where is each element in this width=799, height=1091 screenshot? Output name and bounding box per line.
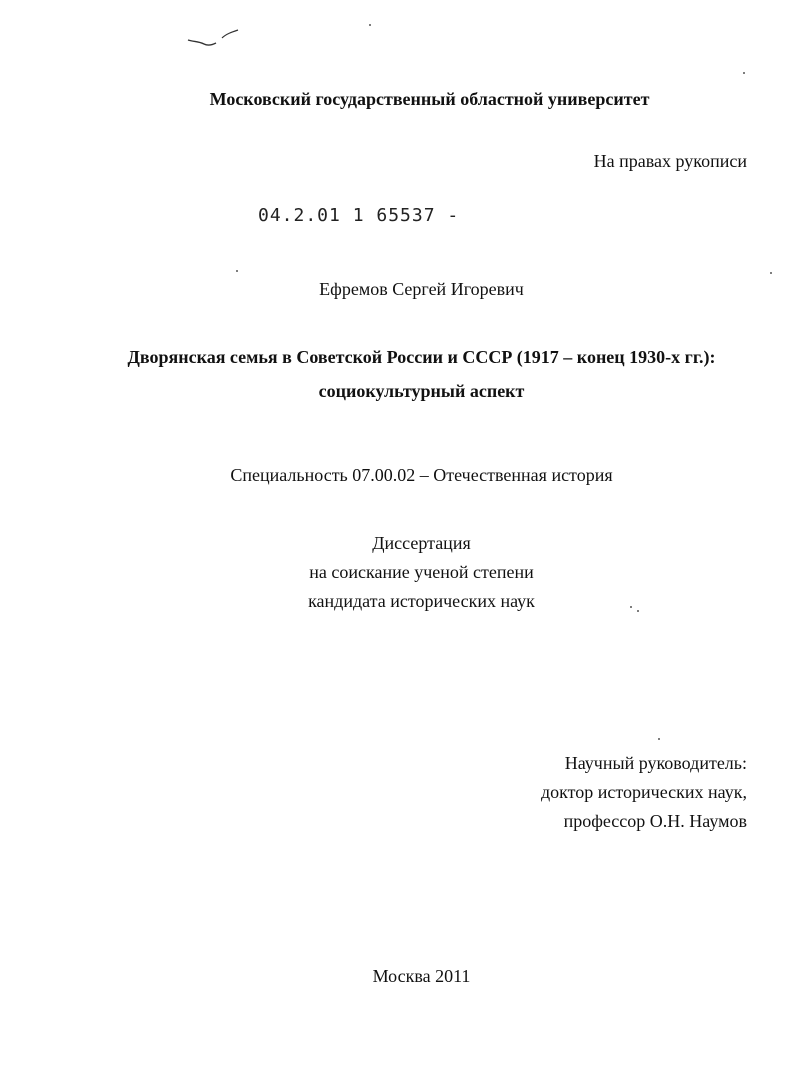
supervisor-line: профессор О.Н. Наумов [563,811,747,831]
scan-speck [770,272,772,274]
supervisor-line: доктор исторических наук, [541,782,747,802]
degree-line: Диссертация [372,533,471,553]
scan-speck [369,24,371,26]
scan-speck [743,72,745,74]
handwritten-pen-mark [186,28,242,50]
supervisor-line: Научный руководитель: [564,753,747,773]
archive-code: 04.2.01 1 65537 - [258,205,460,226]
supervisor-block [541,749,747,836]
thesis-title-line: Дворянская семья в Советской России и СССР (1917 – конец 1930-х гг.): [127,347,716,367]
thesis-title [22,340,799,408]
university-name: Московский государственный областной университет [209,89,650,109]
degree-line: на соискание ученой степени [309,562,534,582]
degree-line: кандидата исторических наук [308,591,535,611]
scan-speck [658,738,660,740]
degree-block [22,529,799,616]
manuscript-rights-note: На правах рукописи [593,151,747,171]
specialty: Специальность 07.00.02 – Отечественная история [230,465,613,485]
city-year: Москва 2011 [372,966,471,986]
author-name: Ефремов Сергей Игоревич [319,279,524,299]
thesis-title-line: социокультурный аспект [318,381,525,401]
scan-speck [236,270,238,272]
